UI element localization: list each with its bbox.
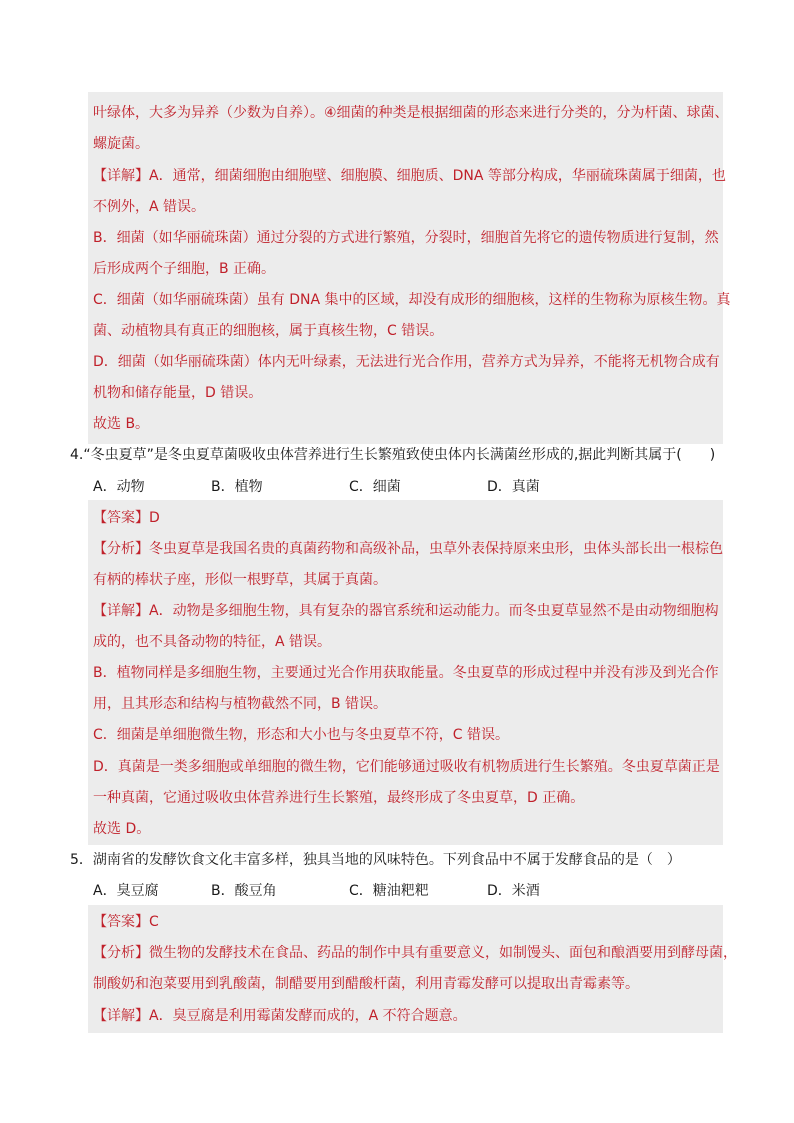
q4-option-a: A．动物: [93, 479, 145, 495]
q4-detail-line: 用，且其形态和结构与植物截然不同，B 错误。: [93, 696, 388, 712]
text-line: C．细菌（如华丽硫珠菌）虽有 DNA 集中的区域，却没有成形的细胞核，这样的生物称为原核生物。真: [93, 292, 731, 308]
text-line: B．细菌（如华丽硫珠菌）通过分裂的方式进行繁殖，分裂时，细胞首先将它的遗传物质进行复制，然: [93, 230, 719, 246]
q4-detail-line: D．真菌是一类多细胞或单细胞的微生物，它们能够通过吸收有机物质进行生长繁殖。冬虫夏草菌正是: [93, 759, 720, 775]
text-line: 机物和储存能量，D 错误。: [93, 385, 263, 401]
text-line: 【详解】A．通常，细菌细胞由细胞壁、细胞膜、细胞质、DNA 等部分构成，华丽硫珠菌属于细菌，也: [93, 168, 726, 184]
question-4-text: 4.“冬虫夏草”是冬虫夏草菌吸收虫体营养进行生长繁殖致使虫体内长满菌丝形成的,据此判断其属于( ): [70, 447, 716, 463]
q5-option-d: D．米酒: [487, 883, 540, 899]
q4-option-b: B．植物: [211, 479, 263, 495]
q4-detail-line: 【详解】A．动物是多细胞生物，具有复杂的器官系统和运动能力。而冬虫夏草显然不是由动物细胞构: [93, 603, 719, 619]
q4-analysis-line: 有柄的棒状子座，形似一根野草，其属于真菌。: [93, 572, 387, 588]
question-5-text: 5．湖南省的发酵饮食文化丰富多样，独具当地的风味特色。下列食品中不属于发酵食品的是（ ）: [70, 852, 681, 868]
q4-answer: 【答案】D: [93, 510, 160, 526]
q5-option-c: C．糖油粑粑: [349, 883, 429, 899]
q4-detail-line: 一种真菌，它通过吸收虫体营养进行生长繁殖，最终形成了冬虫夏草，D 正确。: [93, 790, 585, 806]
q4-detail-line: 成的，也不具备动物的特征，A 错误。: [93, 634, 332, 650]
text-line: D．细菌（如华丽硫珠菌）体内无叶绿素，无法进行光合作用，营养方式为异养，不能将无机物合成有: [93, 354, 720, 370]
q5-option-a: A．臭豆腐: [93, 883, 159, 899]
q5-analysis-line: 【分析】微生物的发酵技术在食品、药品的制作中具有重要意义，如制馒头、面包和酿酒要用到酵母菌，: [93, 945, 737, 961]
q4-detail-line: C．细菌是单细胞微生物，形态和大小也与冬虫夏草不符，C 错误。: [93, 727, 509, 743]
q5-option-b: B．酸豆角: [211, 883, 277, 899]
q4-detail-line: B．植物同样是多细胞生物，主要通过光合作用获取能量。冬虫夏草的形成过程中并没有涉及到光合作: [93, 665, 719, 681]
text-line: 叶绿体，大多为异养（少数为自养）。④细菌的种类是根据细菌的形态来进行分类的，分为杆菌、球菌、: [93, 105, 729, 121]
q5-analysis-line: 制酸奶和泡菜要用到乳酸菌，制醋要用到醋酸杆菌，利用青霉发酵可以提取出青霉素等。: [93, 976, 639, 992]
text-line: 菌、动植物具有真正的细胞核，属于真核生物，C 错误。: [93, 323, 444, 339]
text-line: 后形成两个子细胞，B 正确。: [93, 261, 276, 277]
text-line: 不例外，A 错误。: [93, 199, 206, 215]
q4-analysis-line: 【分析】冬虫夏草是我国名贵的真菌药物和高级补品，虫草外表保持原来虫形，虫体头部长出一根棕色: [93, 541, 723, 557]
text-line: 螺旋菌。: [93, 136, 149, 152]
q4-option-d: D．真菌: [487, 479, 540, 495]
q5-detail-line: 【详解】A．臭豆腐是利用霉菌发酵而成的，A 不符合题意。: [93, 1008, 467, 1024]
q5-answer: 【答案】C: [93, 914, 159, 930]
q4-detail-line: 故选 D。: [93, 821, 151, 837]
text-line: 故选 B。: [93, 416, 150, 432]
q4-option-c: C．细菌: [349, 479, 401, 495]
